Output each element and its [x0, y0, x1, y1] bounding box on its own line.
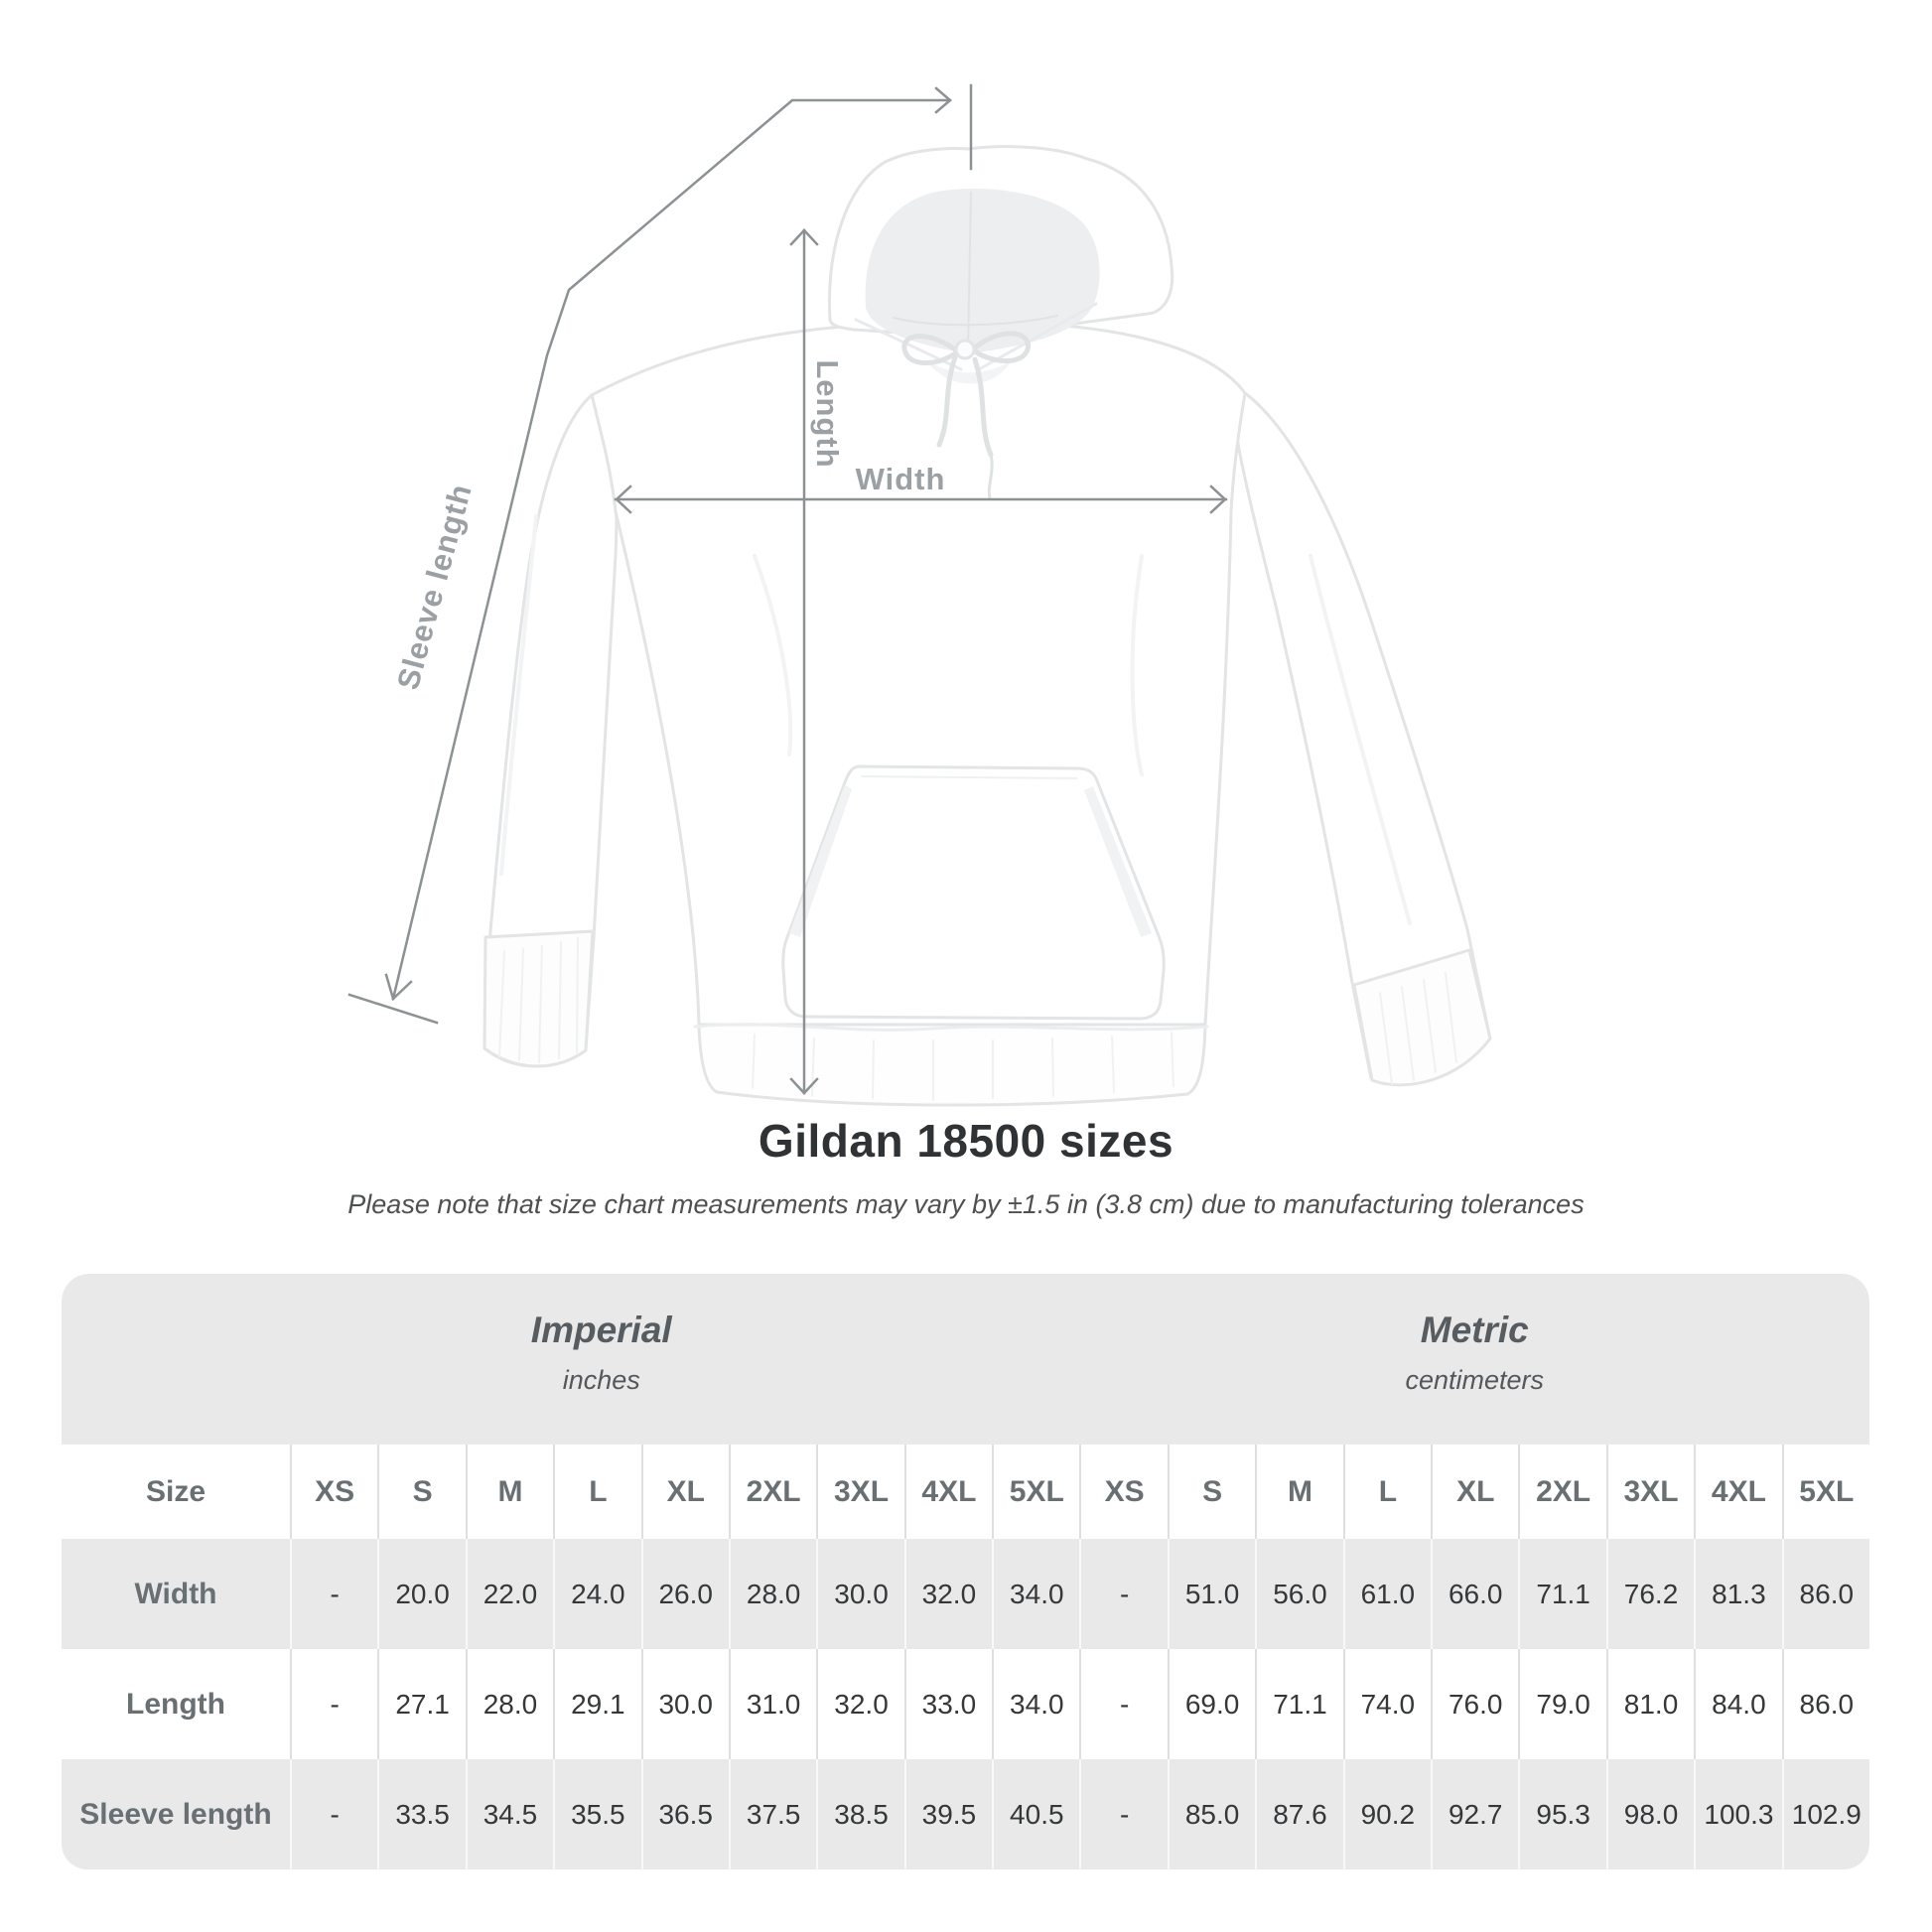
value-cell	[1079, 1649, 1167, 1759]
value-cell	[1343, 1759, 1431, 1869]
value-cell	[377, 1649, 465, 1759]
value-cell-text: 74.0	[1360, 1688, 1416, 1720]
value-cell	[1168, 1539, 1255, 1649]
value-cell-text: -	[1120, 1798, 1130, 1830]
value-cell	[729, 1539, 816, 1649]
size-header-cell	[904, 1445, 992, 1539]
value-cell-text: 32.0	[834, 1688, 889, 1720]
value-cell	[553, 1759, 640, 1869]
value-cell-text: 24.0	[571, 1578, 625, 1609]
size-header-cell	[1518, 1445, 1605, 1539]
length-label: Length	[810, 359, 845, 469]
value-cell	[729, 1759, 816, 1869]
value-cell-text: 35.5	[571, 1798, 625, 1830]
value-cell-text: 95.3	[1536, 1798, 1590, 1830]
value-cell-text: -	[330, 1578, 340, 1609]
row-label	[62, 1759, 290, 1869]
value-cell	[992, 1539, 1079, 1649]
value-cell	[290, 1539, 377, 1649]
size-header-cell-text: 3XL	[834, 1474, 890, 1508]
value-cell	[904, 1539, 992, 1649]
value-cell-text: 22.0	[483, 1578, 538, 1609]
row-label-text: Length	[126, 1687, 225, 1721]
value-cell-text: 28.0	[746, 1578, 801, 1609]
imperial-label: Imperial	[530, 1310, 672, 1350]
value-cell-text: 56.0	[1273, 1578, 1327, 1609]
size-header-cell-text: 3XL	[1623, 1474, 1679, 1508]
value-cell-text: 32.0	[921, 1578, 977, 1609]
value-cell	[1079, 1539, 1167, 1649]
value-cell	[1255, 1759, 1342, 1869]
tolerance-note: Please note that size chart measurements may vary by ±1.5 in (3.8 cm) due to manufacturing tolerances	[347, 1189, 1585, 1219]
size-header-cell-text: L	[1378, 1474, 1398, 1508]
size-header-cell	[641, 1445, 729, 1539]
value-cell-text: 79.0	[1536, 1688, 1590, 1720]
value-cell	[816, 1649, 903, 1759]
size-header-cell	[553, 1445, 640, 1539]
value-cell	[816, 1539, 903, 1649]
page-title: Gildan 18500 sizes	[758, 1115, 1174, 1167]
unit-header-band	[62, 1274, 1869, 1445]
value-cell-text: 34.0	[1010, 1578, 1064, 1609]
size-header-cell	[816, 1445, 903, 1539]
value-cell-text: 66.0	[1448, 1578, 1503, 1609]
value-cell-text: 26.0	[658, 1578, 713, 1609]
size-header-cell-text: XS	[315, 1474, 355, 1508]
value-cell-text: 40.5	[1010, 1798, 1064, 1830]
value-cell-text: 39.5	[921, 1798, 977, 1830]
value-cell-text: 27.1	[395, 1688, 450, 1720]
size-column-header	[62, 1445, 290, 1539]
size-header-cell-text: 2XL	[746, 1474, 801, 1508]
value-cell	[1343, 1649, 1431, 1759]
value-cell-text: 76.0	[1448, 1688, 1503, 1720]
value-cell-text: 102.9	[1791, 1798, 1862, 1830]
value-cell	[1606, 1759, 1694, 1869]
hem-band	[699, 1025, 1205, 1105]
value-cell	[904, 1649, 992, 1759]
value-cell-text: 33.5	[395, 1798, 450, 1830]
value-cell	[290, 1649, 377, 1759]
value-cell	[641, 1649, 729, 1759]
row-label-text: Width	[134, 1577, 217, 1610]
table-row	[62, 1445, 1869, 1539]
value-cell	[377, 1759, 465, 1869]
value-cell	[1079, 1759, 1167, 1869]
table-row	[62, 1539, 1869, 1649]
size-header-cell-text: M	[1287, 1474, 1312, 1508]
row-label	[62, 1539, 290, 1649]
value-cell-text: 87.6	[1273, 1798, 1327, 1830]
size-header-cell	[729, 1445, 816, 1539]
value-cell-text: 100.3	[1704, 1798, 1774, 1830]
value-cell	[1694, 1649, 1781, 1759]
hood-interior	[866, 189, 1100, 353]
value-cell	[992, 1759, 1079, 1869]
size-header-cell-text: 2XL	[1536, 1474, 1591, 1508]
size-header-cell-text: XL	[1456, 1474, 1495, 1508]
value-cell-text: 33.0	[921, 1688, 977, 1720]
value-cell-text: 81.0	[1623, 1688, 1679, 1720]
value-cell-text: -	[330, 1798, 340, 1830]
value-cell-text: 37.5	[746, 1798, 801, 1830]
value-cell	[904, 1759, 992, 1869]
value-cell	[641, 1759, 729, 1869]
value-cell-text: 85.0	[1184, 1798, 1240, 1830]
size-header-cell	[1343, 1445, 1431, 1539]
value-cell-text: 92.7	[1448, 1798, 1503, 1830]
value-cell	[1431, 1759, 1518, 1869]
value-cell-text: 86.0	[1799, 1578, 1855, 1609]
size-header-cell-text: XS	[1104, 1474, 1145, 1508]
value-cell	[466, 1539, 553, 1649]
value-cell-text: -	[1120, 1688, 1130, 1720]
value-cell	[1431, 1649, 1518, 1759]
value-cell	[1168, 1759, 1255, 1869]
value-cell	[1782, 1539, 1869, 1649]
value-cell	[1255, 1539, 1342, 1649]
value-cell-text: 86.0	[1799, 1688, 1855, 1720]
value-cell	[553, 1649, 640, 1759]
width-label: Width	[855, 462, 946, 496]
value-cell-text: 61.0	[1360, 1578, 1416, 1609]
value-cell	[1782, 1649, 1869, 1759]
row-label	[62, 1649, 290, 1759]
size-table	[62, 1274, 1869, 1869]
value-cell-text: 84.0	[1712, 1688, 1766, 1720]
sleeve-length-label: Sleeve length	[390, 480, 479, 694]
value-cell-text: 71.1	[1536, 1578, 1590, 1609]
size-grid	[62, 1445, 1869, 1869]
value-cell-text: -	[330, 1688, 340, 1720]
value-cell	[1168, 1649, 1255, 1759]
size-header-cell-text: 5XL	[1799, 1474, 1855, 1508]
metric-unit: centimeters	[1405, 1365, 1545, 1395]
table-row	[62, 1759, 1869, 1869]
value-cell	[992, 1649, 1079, 1759]
imperial-unit: inches	[562, 1365, 640, 1395]
size-header-cell	[1255, 1445, 1342, 1539]
value-cell	[1694, 1539, 1781, 1649]
value-cell-text: 36.5	[658, 1798, 713, 1830]
value-cell	[290, 1759, 377, 1869]
value-cell	[729, 1649, 816, 1759]
value-cell-text: 81.3	[1712, 1578, 1766, 1609]
size-header-cell-text: S	[1202, 1474, 1223, 1508]
value-cell	[1518, 1649, 1605, 1759]
size-column-header-text: Size	[145, 1474, 207, 1508]
value-cell-text: 38.5	[834, 1798, 889, 1830]
value-cell	[1694, 1759, 1781, 1869]
size-header-cell	[1431, 1445, 1518, 1539]
size-header-cell-text: S	[412, 1474, 433, 1508]
size-header-cell	[992, 1445, 1079, 1539]
value-cell	[466, 1649, 553, 1759]
value-cell	[1782, 1759, 1869, 1869]
value-cell	[1255, 1649, 1342, 1759]
size-header-cell-text: XL	[666, 1474, 705, 1508]
size-header-cell-text: L	[589, 1474, 608, 1508]
value-cell-text: 30.0	[658, 1688, 713, 1720]
size-header-cell-text: M	[497, 1474, 523, 1508]
size-header-cell-text: 4XL	[921, 1474, 977, 1508]
metric-unit-group	[1080, 1274, 1870, 1445]
size-header-cell	[1168, 1445, 1255, 1539]
value-cell	[377, 1539, 465, 1649]
value-cell-text: 71.1	[1273, 1688, 1327, 1720]
size-header-cell	[377, 1445, 465, 1539]
value-cell	[816, 1759, 903, 1869]
value-cell	[1343, 1539, 1431, 1649]
value-cell-text: 29.1	[571, 1688, 625, 1720]
hoodie-illustration	[484, 147, 1490, 1105]
size-header-cell	[466, 1445, 553, 1539]
value-cell-text: 28.0	[483, 1688, 538, 1720]
value-cell	[1518, 1539, 1605, 1649]
size-header-cell-text: 5XL	[1009, 1474, 1064, 1508]
size-header-cell	[1694, 1445, 1781, 1539]
value-cell-text: -	[1120, 1578, 1130, 1609]
value-cell-text: 34.5	[483, 1798, 538, 1830]
size-header-cell	[1606, 1445, 1694, 1539]
value-cell-text: 76.2	[1623, 1578, 1679, 1609]
value-cell	[1431, 1539, 1518, 1649]
value-cell	[641, 1539, 729, 1649]
value-cell-text: 34.0	[1010, 1688, 1064, 1720]
table-row	[62, 1649, 1869, 1759]
title-block	[0, 1114, 1932, 1220]
value-cell-text: 69.0	[1184, 1688, 1240, 1720]
metric-label: Metric	[1420, 1310, 1529, 1350]
value-cell-text: 30.0	[834, 1578, 889, 1609]
value-cell	[553, 1539, 640, 1649]
value-cell-text: 51.0	[1184, 1578, 1240, 1609]
imperial-unit-group	[62, 1274, 1080, 1445]
value-cell	[1518, 1759, 1605, 1869]
value-cell	[1606, 1539, 1694, 1649]
value-cell-text: 90.2	[1360, 1798, 1416, 1830]
value-cell	[1606, 1649, 1694, 1759]
value-cell-text: 31.0	[746, 1688, 801, 1720]
size-header-cell	[1079, 1445, 1167, 1539]
value-cell-text: 20.0	[395, 1578, 450, 1609]
value-cell-text: 98.0	[1623, 1798, 1679, 1830]
value-cell	[466, 1759, 553, 1869]
row-label-text: Sleeve length	[79, 1797, 272, 1831]
size-header-cell	[290, 1445, 377, 1539]
size-header-cell-text: 4XL	[1711, 1474, 1766, 1508]
size-header-cell	[1782, 1445, 1869, 1539]
